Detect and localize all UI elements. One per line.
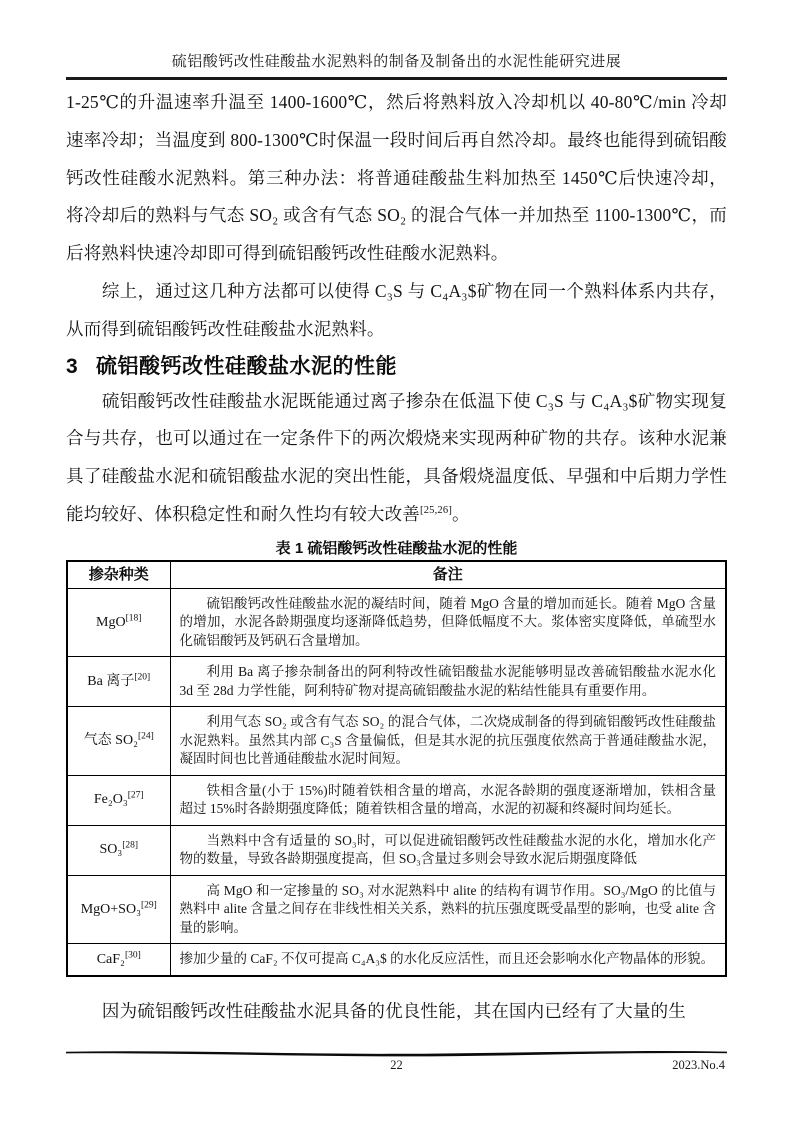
table-row: [67, 707, 726, 776]
dopant-cell: [67, 588, 170, 657]
dopant-label: Ba 离子: [87, 673, 135, 689]
table-row: [67, 588, 726, 657]
remark-cell: 利用 Ba 离子掺杂制备出的阿利特改性硫铝酸盐水泥能够明显改善硫铝酸盐水泥水化 3d 至 28d 力学性能，阿利特矿物对提高硫铝酸盐水泥的粘结性能具有重要作用。: [170, 657, 726, 707]
dopant-label: 气态 SO₂: [83, 733, 138, 749]
citation-ref: [25,26]: [420, 505, 453, 517]
remark-cell: 硫铝酸钙改性硅酸盐水泥的凝结时间，随着 MgO 含量的增加而延长。随着 MgO 含量的增加，水泥各龄期强度均逐渐降低趋势，但降低幅度不大。浆体密实度降低，单硫型水化硫铝酸钙及钙矾石含量增加。: [170, 588, 726, 657]
remark-cell: 高 MgO 和一定掺量的 SO₃ 对水泥熟料中 alite 的结构有调节作用。SO₃/MgO 的比值与熟料中 alite 含量之间存在非线性相关关系，熟料的抗压强度既受晶型的影响，也受 alite 含量的影响。: [170, 875, 726, 944]
dopant-cell: [67, 944, 170, 976]
table-header-row: [67, 561, 726, 589]
performance-table: [66, 560, 727, 977]
dopant-label: SO₃: [99, 842, 123, 858]
dopant-cell: [67, 775, 170, 825]
page-footer: [66, 1048, 727, 1076]
dopant-cell: [67, 707, 170, 776]
citation-ref: [27]: [127, 790, 144, 801]
dopant-cell: [67, 657, 170, 707]
citation-ref: [28]: [122, 840, 139, 851]
section-number: 3: [66, 354, 79, 378]
dopant-label: MgO+SO₃: [80, 901, 141, 917]
table-row: [67, 875, 726, 944]
citation-ref: [20]: [134, 672, 151, 683]
remark-cell: 利用气态 SO₂ 或含有气态 SO₂ 的混合气体，二次烧成制备的得到硫铝酸钙改性硅酸盐水泥熟料。虽然其内部 C₃S 含量偏低，但是其水泥的抗压强度依然高于普通硅酸盐水泥，凝固时间也比普通硅酸盐水泥时间短。: [170, 707, 726, 776]
remark-cell: 铁相含量(小于 15%)时随着铁相含量的增高，水泥各龄期的强度逐渐增加，铁相含量超过 15%时各龄期强度降低；随着铁相含量的增高，水泥的初凝和终凝时间均延长。: [170, 775, 726, 825]
paragraph-2: 综上，通过这几种方法都可以使得 C₃S 与 C₄A₃$矿物在同一个熟料体系内共存，从而得到硫铝酸钙改性硅酸盐水泥熟料。: [66, 280, 727, 339]
dopant-label: Fe₂O₃: [93, 792, 128, 808]
paragraph-4: 因为硫铝酸钙改性硅酸盐水泥具备的优良性能，其在国内已经有了大量的生: [101, 1000, 686, 1021]
section-title: 硫铝酸钙改性硅酸盐水泥的性能: [96, 354, 398, 378]
running-title: 硫铝酸钙改性硅酸盐水泥熟料的制备及制备出的水泥性能研究进展: [171, 54, 622, 70]
table-row: [67, 657, 726, 707]
paragraph-3-text: 硫铝酸钙改性硅酸盐水泥既能通过离子掺杂在低温下使 C₃S 与 C₄A₃$矿物实现复合与共存，也可以通过在一定条件下的两次煅烧来实现两种矿物的共存。该种水泥兼具了硅酸盐水泥和硫铝酸盐水泥的突出性能，具备煅烧温度低、早强和中后期力学性能均较好、体积稳定性和耐久性均有较大改善: [66, 390, 727, 524]
paragraph-3-tail: 。: [452, 503, 470, 524]
dopant-label: CaF₂: [96, 951, 125, 967]
page-header: [66, 0, 727, 80]
paragraph-3: [66, 383, 727, 534]
issue-label: 2023.No.4: [672, 1058, 725, 1072]
dopant-cell: [67, 825, 170, 875]
remark-cell: 掺加少量的 CaF₂ 不仅可提高 C₄A₃$ 的水化反应活性，而且还会影响水化产物晶体的形貌。: [170, 944, 726, 976]
citation-ref: [18]: [125, 612, 142, 623]
table-caption: 表 1 硫铝酸钙改性硅酸盐水泥的性能: [275, 539, 518, 557]
citation-ref: [30]: [124, 949, 141, 960]
column-header-dopant: 掺杂种类: [67, 561, 170, 589]
table-row: [67, 944, 726, 976]
column-header-remark: 备注: [170, 561, 726, 589]
header-rule: [66, 77, 727, 80]
citation-ref: [24]: [137, 731, 154, 742]
remark-cell: 当熟料中含有适量的 SO₃时，可以促进硫铝酸钙改性硅酸盐水泥的水化，增加水化产物的数量，导致各龄期强度提高，但 SO₃含量过多则会导致水泥后期强度降低: [170, 825, 726, 875]
paragraph-1: 1-25℃的升温速率升温至 1400-1600℃，然后将熟料放入冷却机以 40-80℃/min 冷却速率冷却；当温度到 800-1300℃时保温一段时间后再自然冷却。最终也能得到硫铝酸钙改性硅酸水泥熟料。第三种办法：将普通硅酸盐生料加热至 1450℃后快速冷却，将冷却后的熟料与气态 SO₂ 或含有气态 SO₂ 的混合气体一并加热至 1100-1300℃，而后将熟料快速冷却即可得到硫铝酸钙改性硅酸水泥熟料。: [66, 92, 727, 264]
page-number: 22: [390, 1058, 403, 1072]
footer-rule: [66, 1048, 727, 1057]
footer-row: [66, 1058, 727, 1076]
table-row: [67, 825, 726, 875]
section-heading: [66, 351, 727, 383]
dopant-label: MgO: [96, 614, 126, 630]
dopant-cell: [67, 875, 170, 944]
table-row: [67, 775, 726, 825]
citation-ref: [29]: [140, 899, 157, 910]
